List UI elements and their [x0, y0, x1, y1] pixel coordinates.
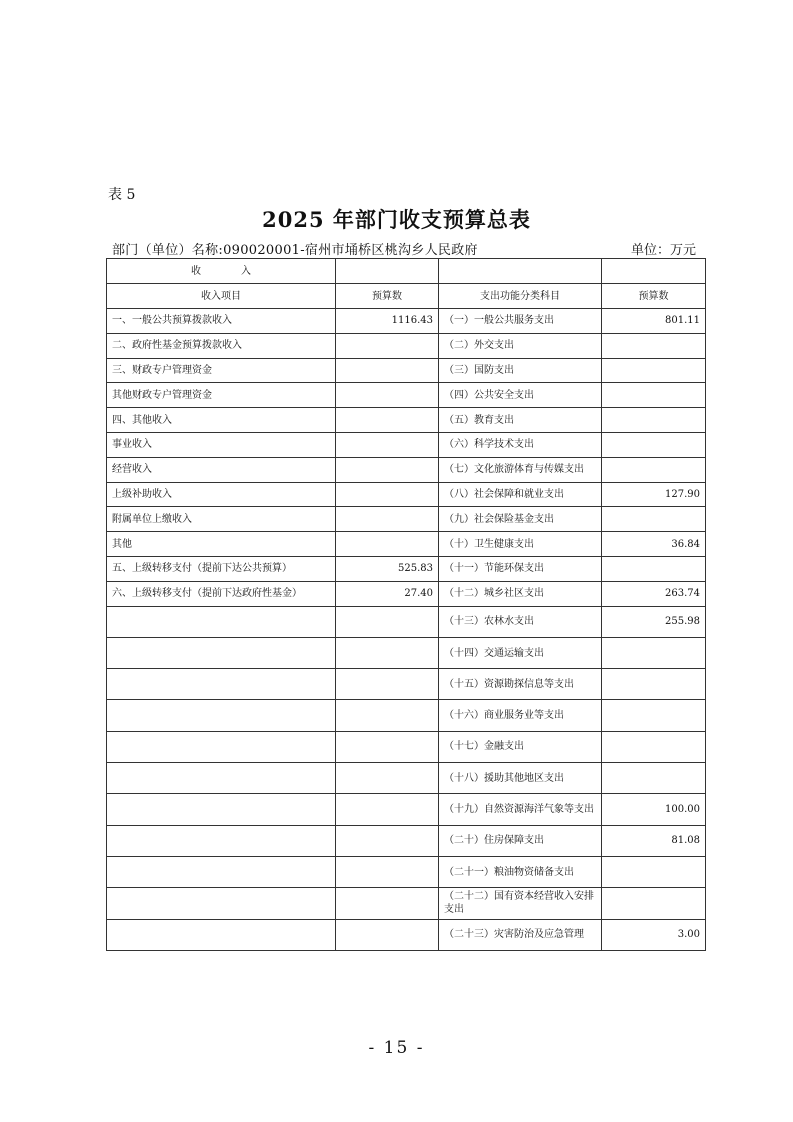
income-item-cell [107, 669, 336, 700]
income-amount-cell [336, 919, 439, 950]
income-amount-cell [336, 333, 439, 358]
unit-label: 单位：万元 [630, 243, 696, 258]
table-row [107, 606, 706, 637]
expense-amount-cell: 100.00 [602, 794, 706, 825]
expense-amount-cell [602, 763, 706, 794]
table-row [107, 637, 706, 668]
income-section-header: 收 入 [107, 259, 336, 284]
income-amount-cell [336, 408, 439, 433]
income-item-cell: 上级补助收入 [107, 482, 336, 507]
expense-amount-cell [602, 888, 706, 919]
expense-item-cell: （十六）商业服务业等支出 [439, 700, 602, 731]
table-row [107, 457, 706, 482]
expense-item-cell: （二十二）国有资本经营收入安排支出 [439, 888, 602, 919]
expense-item-cell: （十七）金融支出 [439, 731, 602, 762]
expense-amount-cell [602, 700, 706, 731]
section-header-blank [439, 259, 602, 284]
income-amount-cell [336, 507, 439, 532]
income-item-cell [107, 763, 336, 794]
income-amount-cell [336, 383, 439, 408]
income-item-cell: 附属单位上缴收入 [107, 507, 336, 532]
expense-item-cell: （四）公共安全支出 [439, 383, 602, 408]
income-amount-cell [336, 358, 439, 383]
table-row [107, 919, 706, 950]
column-header-expense-item: 支出功能分类科目 [439, 284, 602, 309]
expense-amount-cell: 801.11 [602, 309, 706, 334]
income-item-cell [107, 919, 336, 950]
section-header-blank [336, 259, 439, 284]
table-row [107, 825, 706, 856]
column-header-expense-amount: 预算数 [602, 284, 706, 309]
income-item-cell [107, 825, 336, 856]
expense-item-cell: （十八）援助其他地区支出 [439, 763, 602, 794]
expense-item-cell: （二十三）灾害防治及应急管理 [439, 919, 602, 950]
income-amount-cell: 1116.43 [336, 309, 439, 334]
income-item-cell: 二、政府性基金预算拨款收入 [107, 333, 336, 358]
expense-item-cell: （六）科学技术支出 [439, 432, 602, 457]
income-item-cell: 三、财政专户管理资金 [107, 358, 336, 383]
table-row [107, 432, 706, 457]
expense-item-cell: （七）文化旅游体育与传媒支出 [439, 457, 602, 482]
income-item-cell: 四、其他收入 [107, 408, 336, 433]
expense-item-cell: （十一）节能环保支出 [439, 556, 602, 581]
income-amount-cell [336, 888, 439, 919]
income-item-cell [107, 637, 336, 668]
income-amount-cell [336, 432, 439, 457]
expense-amount-cell: 255.98 [602, 606, 706, 637]
table-row [107, 333, 706, 358]
table-row [107, 763, 706, 794]
income-item-cell: 事业收入 [107, 432, 336, 457]
expense-item-cell: （二十一）粮油物资储备支出 [439, 856, 602, 887]
budget-table [106, 258, 706, 951]
income-item-cell [107, 794, 336, 825]
expense-amount-cell: 81.08 [602, 825, 706, 856]
document-title: 2025 年部门收支预算总表 [262, 207, 531, 232]
income-amount-cell [336, 763, 439, 794]
expense-amount-cell [602, 333, 706, 358]
expense-amount-cell [602, 637, 706, 668]
income-item-cell [107, 731, 336, 762]
income-item-cell: 其他财政专户管理资金 [107, 383, 336, 408]
table-row [107, 309, 706, 334]
expense-item-cell: （九）社会保险基金支出 [439, 507, 602, 532]
table-row [107, 888, 706, 919]
expense-amount-cell [602, 408, 706, 433]
table-row [107, 358, 706, 383]
expense-amount-cell [602, 383, 706, 408]
table-row [107, 794, 706, 825]
income-item-cell: 其他 [107, 532, 336, 557]
expense-amount-cell [602, 856, 706, 887]
table-row [107, 507, 706, 532]
table-row [107, 408, 706, 433]
expense-item-cell: （三）国防支出 [439, 358, 602, 383]
expense-amount-cell [602, 669, 706, 700]
expense-amount-cell: 36.84 [602, 532, 706, 557]
income-amount-cell [336, 669, 439, 700]
expense-amount-cell: 3.00 [602, 919, 706, 950]
table-row [107, 700, 706, 731]
expense-item-cell: （十）卫生健康支出 [439, 532, 602, 557]
expense-amount-cell [602, 358, 706, 383]
expense-item-cell: （八）社会保障和就业支出 [439, 482, 602, 507]
table-row [107, 482, 706, 507]
section-header-blank [602, 259, 706, 284]
expense-amount-cell [602, 432, 706, 457]
income-item-cell [107, 606, 336, 637]
expense-item-cell: （十四）交通运输支出 [439, 637, 602, 668]
expense-item-cell: （十九）自然资源海洋气象等支出 [439, 794, 602, 825]
expense-amount-cell [602, 457, 706, 482]
table-row [107, 383, 706, 408]
income-item-cell [107, 700, 336, 731]
expense-amount-cell [602, 507, 706, 532]
income-item-cell [107, 888, 336, 919]
income-amount-cell [336, 856, 439, 887]
expense-item-cell: （十二）城乡社区支出 [439, 581, 602, 606]
expense-amount-cell [602, 731, 706, 762]
income-item-cell: 五、上级转移支付（提前下达公共预算） [107, 556, 336, 581]
table-row [107, 731, 706, 762]
income-amount-cell [336, 606, 439, 637]
income-item-cell: 经营收入 [107, 457, 336, 482]
income-amount-cell [336, 731, 439, 762]
income-item-cell [107, 856, 336, 887]
column-header-income-item: 收入项目 [107, 284, 336, 309]
expense-amount-cell: 127.90 [602, 482, 706, 507]
expense-amount-cell: 263.74 [602, 581, 706, 606]
table-number: 表 5 [108, 187, 136, 203]
section-header-row [107, 259, 706, 284]
column-header-income-amount: 预算数 [336, 284, 439, 309]
income-item-cell: 六、上级转移支付（提前下达政府性基金） [107, 581, 336, 606]
income-amount-cell [336, 482, 439, 507]
table-row [107, 556, 706, 581]
income-amount-cell [336, 457, 439, 482]
expense-item-cell: （二十）住房保障支出 [439, 825, 602, 856]
income-item-cell: 一、一般公共预算拨款收入 [107, 309, 336, 334]
income-amount-cell [336, 637, 439, 668]
expense-item-cell: （一）一般公共服务支出 [439, 309, 602, 334]
page-number: - 15 - [368, 1038, 425, 1058]
table-row [107, 532, 706, 557]
expense-item-cell: （十五）资源勘探信息等支出 [439, 669, 602, 700]
expense-item-cell: （十三）农林水支出 [439, 606, 602, 637]
income-amount-cell [336, 825, 439, 856]
income-amount-cell: 525.83 [336, 556, 439, 581]
table-row [107, 581, 706, 606]
table-row [107, 856, 706, 887]
department-name: 部门（单位）名称:090020001-宿州市埇桥区桃沟乡人民政府 [112, 243, 478, 258]
income-amount-cell [336, 700, 439, 731]
income-amount-cell [336, 532, 439, 557]
expense-item-cell: （五）教育支出 [439, 408, 602, 433]
table-row [107, 669, 706, 700]
income-amount-cell [336, 794, 439, 825]
income-amount-cell: 27.40 [336, 581, 439, 606]
expense-item-cell: （二）外交支出 [439, 333, 602, 358]
expense-amount-cell [602, 556, 706, 581]
column-header-row [107, 284, 706, 309]
